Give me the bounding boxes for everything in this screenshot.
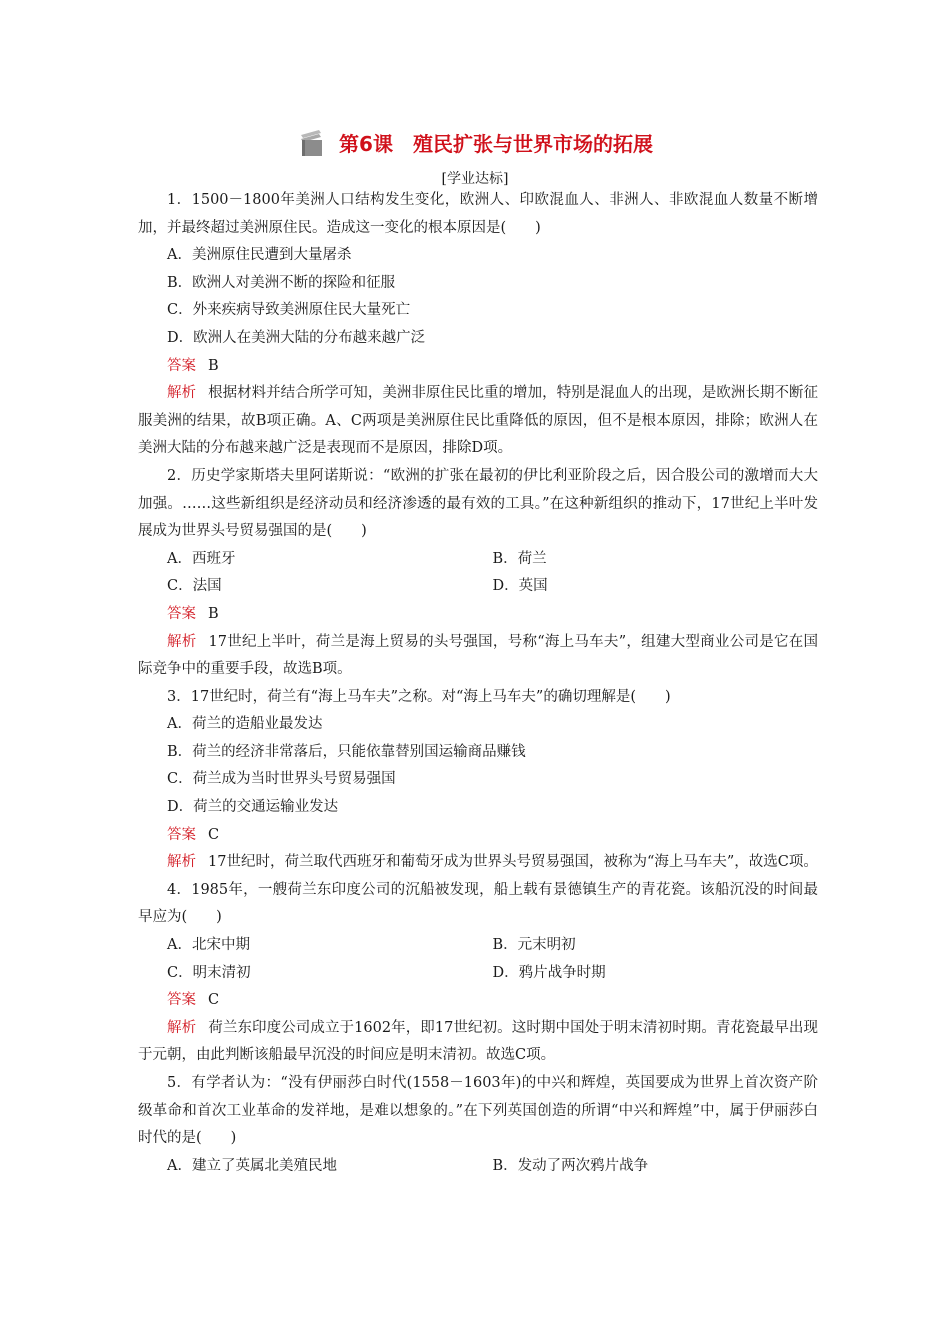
analysis-text: 荷兰东印度公司成立于1602年，即17世纪初。这时期中国处于明末清初时期。青花瓷最早出现于元朝，由此判断该船最早沉没的时间应是明末清初。故选C项。 [138,1019,819,1064]
question-1-option-d: D．欧洲人在美洲大陆的分布越来越广泛 [167,329,426,346]
question-2-option-a: A．西班牙 [167,550,236,567]
answer-label: 答案 [167,357,196,374]
answer-label: 答案 [167,605,196,622]
question-3-option-d: D．荷兰的交通运输业发达 [167,799,339,816]
section-label: [学业达标] [441,171,509,187]
answer-value: C [208,826,220,843]
question-4-stem: 4．1985年，一艘荷兰东印度公司的沉船被发现，船上载有景德镇生产的青花瓷。该船沉没的时间最早应为( ) [138,881,818,926]
answer-value: B [208,357,219,374]
question-4-option-a: A．北宋中期 [167,937,250,954]
question-4-answer [138,987,818,1015]
answer-value: C [208,992,220,1009]
question-4-option-c: C．明末清初 [167,964,251,981]
analysis-label: 解析 [167,854,196,871]
lesson-number: 第6课 [339,132,393,156]
analysis-label: 解析 [167,633,197,650]
lesson-name: 殖民扩张与世界市场的拓展 [412,132,653,156]
question-4-options-row-1 [138,932,818,960]
question-3-answer [138,822,818,850]
answer-label: 答案 [167,992,196,1009]
question-5-option-b: B．发动了两次鸦片战争 [492,1157,649,1174]
question-1-analysis [138,380,818,463]
question-5-stem: 5．有学者认为：“没有伊丽莎白时代(1558－1603年)的中兴和辉煌，英国要成为世界上首次资产阶级革命和首次工业革命的发祥地，是难以想象的。”在下列英国创造的所谓“中兴和辉煌”中，属于伊丽莎白时代的是( ) [138,1075,819,1147]
analysis-label: 解析 [167,385,197,402]
analysis-text: 17世纪时，荷兰取代西班牙和葡萄牙成为世界头号贸易强国，被称为“海上马车夫”，故选C项。 [208,854,818,871]
question-5-options-row-1 [138,1153,818,1181]
lesson-title [0,124,950,164]
analysis-text: 17世纪上半叶，荷兰是海上贸易的头号强国，号称“海上马车夫”，组建大型商业公司是它在国际竞争中的重要手段，故选B项。 [138,633,819,678]
analysis-text: 根据材料并结合所学可知，美洲非原住民比重的增加，特别是混血人的出现，是欧洲长期不断征服美洲的结果，故B项正确。A、C两项是美洲原住民比重降低的原因，但不是根本原因，排除；欧洲人在美洲大陆的分布越来越广泛是表现而不是原因，排除D项。 [138,385,818,457]
question-2-options-row-2 [138,573,818,601]
question-2-stem: 2．历史学家斯塔夫里阿诺斯说：“欧洲的扩张在最初的伊比利亚阶段之后，因合股公司的激增而大大加强。……这些新组织是经济动员和经济渗透的最有效的工具。”在这种新组织的推动下，17世纪上半叶发展成为世界头号贸易强国的是( ) [138,467,818,540]
question-5-option-a: A．建立了英属北美殖民地 [167,1157,337,1174]
question-4-option-b: B．元末明初 [492,937,576,954]
question-2-options-row-1 [138,546,818,574]
question-4-options-row-2 [138,960,818,988]
question-2-analysis [138,629,818,684]
question-2-option-b: B．荷兰 [492,550,547,567]
question-3-analysis [138,849,818,877]
question-3-stem: 3．17世纪时，荷兰有“海上马车夫”之称。对“海上马车夫”的确切理解是( ) [167,688,671,705]
answer-label: 答案 [167,826,196,843]
question-3-option-c: C．荷兰成为当时世界头号贸易强国 [167,771,396,788]
question-1-option-a: A．美洲原住民遭到大量屠杀 [167,247,352,264]
analysis-label: 解析 [167,1019,197,1036]
question-2-option-c: C．法国 [167,578,222,595]
question-3-option-a: A．荷兰的造船业最发达 [167,716,323,733]
question-2-answer [138,601,818,629]
question-4-option-d: D．鸦片战争时期 [492,964,606,981]
book-icon [297,127,327,157]
question-4-analysis [138,1015,818,1070]
question-1-option-b: B．欧洲人对美洲不断的探险和征服 [167,274,396,291]
question-1-stem: 1．1500－1800年美洲人口结构发生变化，欧洲人、印欧混血人、非洲人、非欧混血人数量不断增加，并最终超过美洲原住民。造成这一变化的根本原因是( ) [138,192,818,236]
question-2-option-d: D．英国 [492,578,548,595]
question-1-answer [138,353,818,381]
question-1-option-c: C．外来疾病导致美洲原住民大量死亡 [167,302,411,319]
question-3-option-b: B．荷兰的经济非常落后，只能依靠替别国运输商品赚钱 [167,743,526,760]
question-list [138,187,818,1180]
answer-value: B [208,605,219,622]
